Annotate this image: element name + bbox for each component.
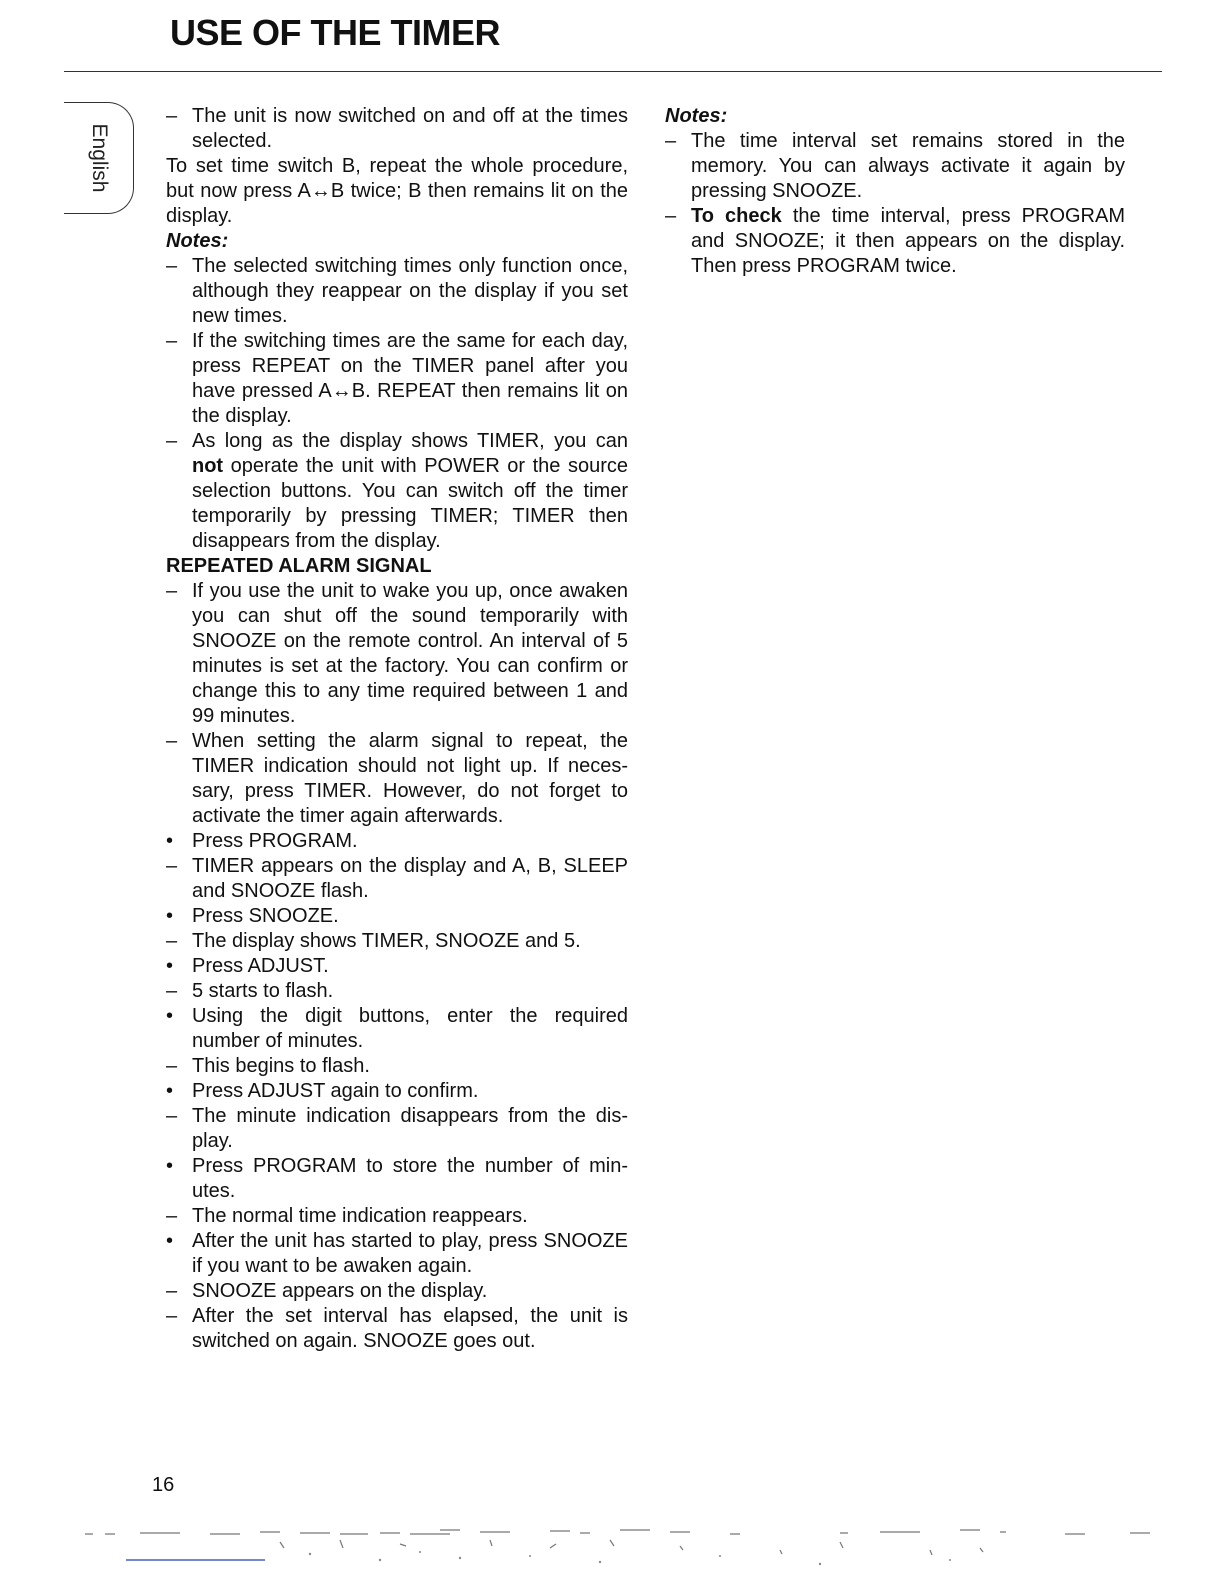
list-item-text: 5 starts to flash. [192, 980, 334, 1002]
list-item [166, 1204, 628, 1229]
list-item [166, 854, 628, 904]
list-item [166, 1304, 628, 1354]
list-item [665, 129, 1125, 204]
list-item-text: The time interval set remains stored in the memory. You can always activate it again by pressing SNOOZE. [691, 130, 1125, 202]
list-item [166, 579, 628, 729]
dash-marker: – [166, 980, 178, 1002]
dash-marker: – [166, 1280, 178, 1302]
list-item [166, 1004, 628, 1054]
list-item-text: If you use the unit to wake you up, once awaken you can shut off the sound temporarily with SNOOZE on the remote control. An interval of 5 minutes is set at the factory. You can confirm or change this to any time required between 1 and 99 minutes. [192, 580, 628, 727]
list-item-text: SNOOZE appears on the display. [192, 1280, 488, 1302]
dash-marker: – [166, 930, 178, 952]
list-item [166, 1054, 628, 1079]
list-item [166, 829, 628, 854]
dash-marker: – [166, 1055, 178, 1077]
list-item-text: If the switching times are the same for each day, press REPEAT on the TIMER panel after you have pressed A↔B. REPEAT then remains lit on the display. [192, 330, 628, 427]
list-item [166, 729, 628, 829]
list-item-text: Press ADJUST again to confirm. [192, 1080, 479, 1102]
dash-marker: – [665, 130, 677, 152]
page-number: 16 [152, 1474, 175, 1496]
notes-list [166, 254, 628, 554]
list-item [166, 1229, 628, 1279]
alarm-steps-list [166, 579, 628, 1354]
list-item-text: After the unit has started to play, press SNOOZE if you want to be awaken again. [192, 1230, 628, 1277]
list-item [166, 429, 628, 554]
dash-marker: – [166, 855, 178, 877]
emphasis-not: not [192, 455, 224, 477]
language-tab-label: English [87, 123, 111, 193]
list-item [166, 104, 628, 154]
list-item [166, 1279, 628, 1304]
list-item [166, 954, 628, 979]
list-item-text: After the set interval has elapsed, the unit is switched on again. SNOOZE goes out. [192, 1305, 628, 1352]
dash-marker: – [166, 1305, 178, 1327]
list-item-text: the time interval, press PROGRAM and SNOOZE; it then appears on the display. Then press PROGRAM twice. [691, 205, 1125, 277]
left-column [166, 104, 628, 1354]
list-item-text: The selected switching times only function once, although they reappear on the display if you set new times. [192, 255, 628, 327]
list-item-text: Press PROGRAM. [192, 830, 358, 852]
list-item-text: The unit is now switched on and off at the times selected. [192, 105, 628, 152]
list-item-text: The normal time indication reappears. [192, 1205, 528, 1227]
emphasis-to-check: To check [691, 205, 782, 227]
list-item-text: As long as the display shows TIMER, you can [192, 430, 628, 452]
header-rule [64, 71, 1162, 72]
list-item-text: Press SNOOZE. [192, 905, 339, 927]
list-item [166, 979, 628, 1004]
notes-heading: Notes: [166, 230, 229, 252]
list-item [166, 329, 628, 429]
dash-marker: – [166, 330, 178, 352]
list-item-text: Press ADJUST. [192, 955, 329, 977]
list-item-text: When setting the alarm signal to repeat, the TIMER indication should not light up. If neces-sary, press TIMER. However, do not forget to activate the timer again afterwards. [192, 730, 628, 827]
list-item [166, 904, 628, 929]
list-item [166, 1104, 628, 1154]
right-column [665, 104, 1125, 279]
list-item [166, 929, 628, 954]
section-heading: REPEATED ALARM SIGNAL [166, 555, 432, 577]
list-item [166, 254, 628, 329]
bullet-marker: • [166, 1155, 174, 1177]
switch-b-paragraph: To set time switch B, repeat the whole procedure, but now press A↔B twice; B then remains lit on the display. [166, 155, 628, 227]
bullet-marker: • [166, 830, 174, 852]
list-item-text: TIMER appears on the display and A, B, SLEEP and SNOOZE flash. [192, 855, 628, 902]
intro-list [166, 104, 628, 154]
list-item-text: The display shows TIMER, SNOOZE and 5. [192, 930, 581, 952]
bullet-marker: • [166, 1080, 174, 1102]
page-title: USE OF THE TIMER [170, 12, 501, 53]
language-tab [64, 102, 134, 214]
scan-noise [80, 1520, 1160, 1580]
list-item-text: The minute indication disappears from the dis-play. [192, 1105, 628, 1152]
list-item-text: Press PROGRAM to store the number of min-utes. [192, 1155, 628, 1202]
dash-marker: – [665, 205, 677, 227]
list-item-text: This begins to flash. [192, 1055, 370, 1077]
bullet-marker: • [166, 1230, 174, 1252]
bullet-marker: • [166, 955, 174, 977]
dash-marker: – [166, 1105, 178, 1127]
dash-marker: – [166, 1205, 178, 1227]
notes-heading: Notes: [665, 105, 728, 127]
notes-list [665, 129, 1125, 279]
dash-marker: – [166, 580, 178, 602]
dash-marker: – [166, 430, 178, 452]
bullet-marker: • [166, 1005, 174, 1027]
bullet-marker: • [166, 905, 174, 927]
list-item [665, 204, 1125, 279]
list-item-text: operate the unit with POWER or the source selection buttons. You can switch off the timer temporarily by pressing TIMER; TIMER then disappears from the display. [192, 455, 628, 552]
dash-marker: – [166, 255, 178, 277]
list-item [166, 1154, 628, 1204]
list-item-text: Using the digit buttons, enter the required number of minutes. [192, 1005, 628, 1052]
dash-marker: – [166, 105, 178, 127]
list-item [166, 1079, 628, 1104]
dash-marker: – [166, 730, 178, 752]
